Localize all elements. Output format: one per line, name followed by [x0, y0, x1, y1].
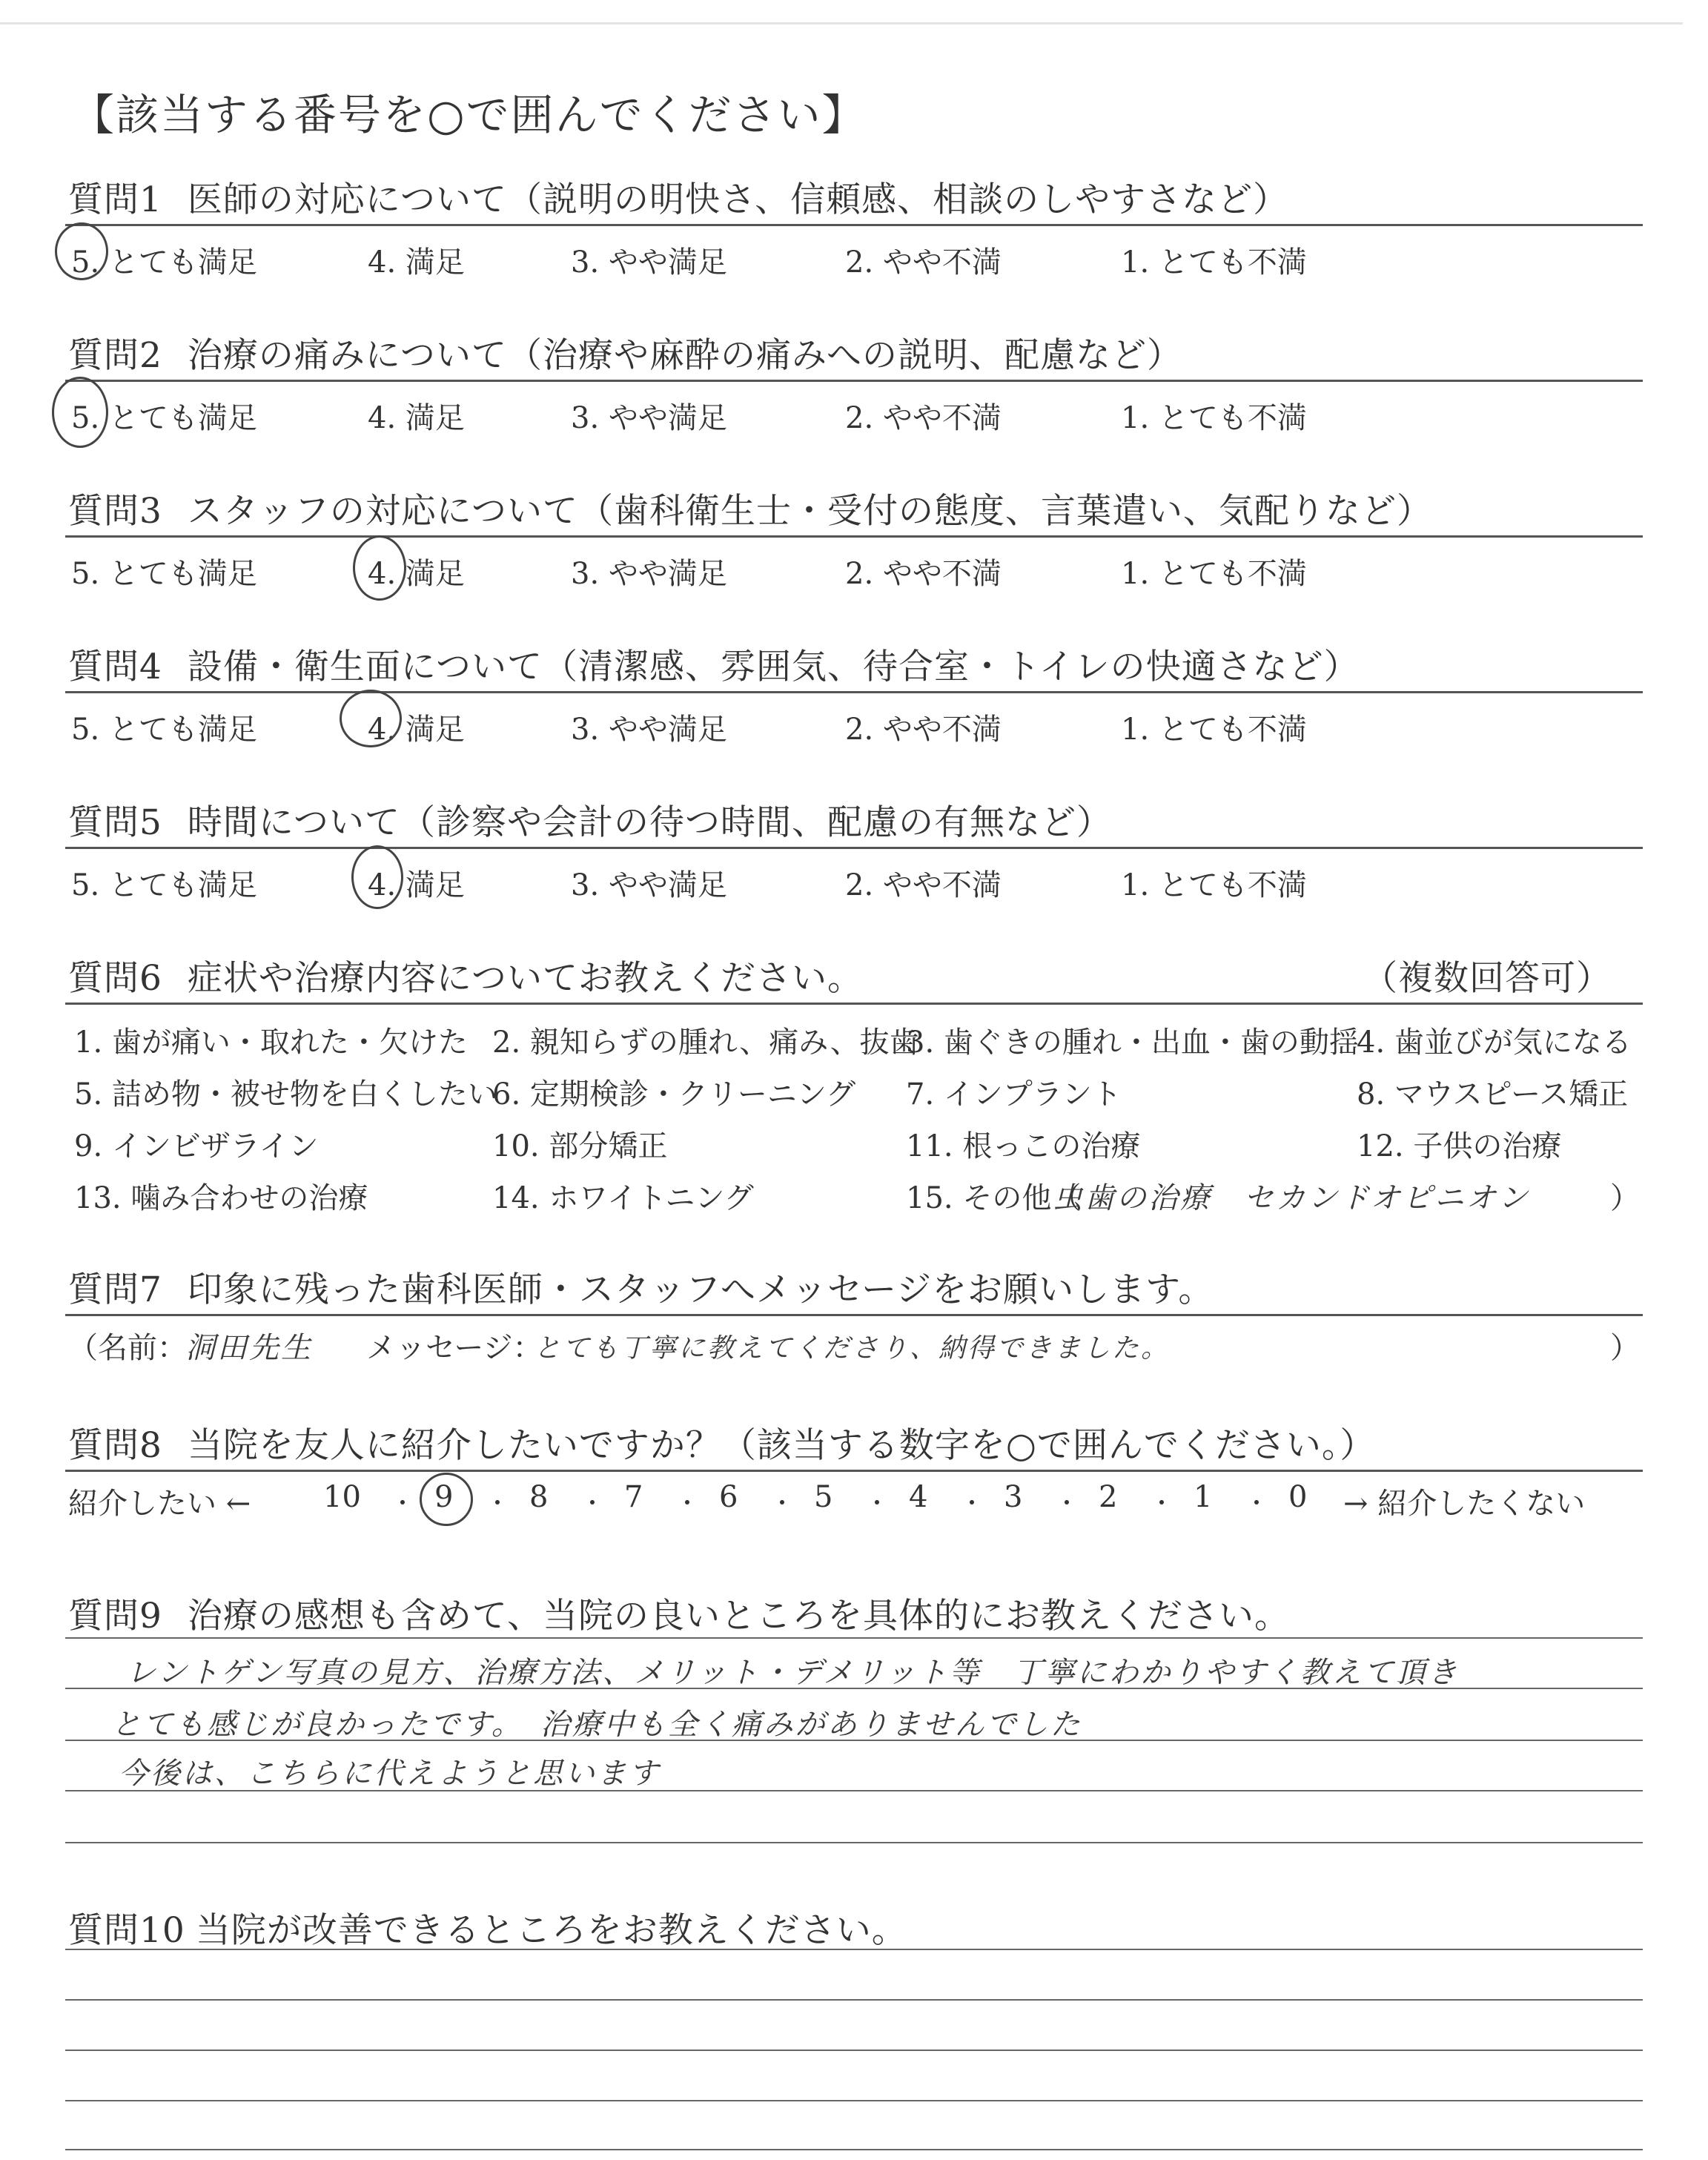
q8-dot: ・ — [865, 1489, 890, 1517]
q10-line-2 — [65, 1999, 1643, 2001]
q9-answer-line-2[interactable]: とても感じが良かったです。 治療中も全く痛みがありませんでした — [111, 1708, 1082, 1742]
q2-option-3[interactable]: 3. やや満足 — [571, 401, 727, 435]
q6-item-15[interactable]: 15. その他（ — [906, 1181, 1082, 1215]
q2-label: 質問2 — [68, 335, 162, 376]
q4-option-2[interactable]: 2. やや不満 — [845, 713, 1002, 747]
q8-scale-4[interactable]: 4 — [909, 1480, 928, 1514]
q10-line-3 — [65, 2050, 1643, 2051]
q3-label: 質問3 — [68, 491, 162, 532]
q10-line-4 — [65, 2100, 1643, 2101]
q8-dot: ・ — [486, 1489, 510, 1517]
q10-label: 質問10 — [68, 1910, 185, 1951]
q8-dot: ・ — [1055, 1489, 1079, 1517]
q3-option-2[interactable]: 2. やや不満 — [845, 557, 1002, 591]
q8-dot: ・ — [1245, 1489, 1269, 1517]
q9-line-2 — [65, 1688, 1643, 1689]
q9-text: 治療の感想も含めて、当院の良いところを具体的にお教えください。 — [187, 1596, 1290, 1636]
q4-label: 質問4 — [68, 647, 162, 687]
q8-dot: ・ — [770, 1489, 795, 1517]
q8-dot: ・ — [1150, 1489, 1174, 1517]
q1-option-3[interactable]: 3. やや満足 — [571, 245, 727, 280]
q4-selection-circle — [340, 690, 402, 747]
q7-message-label: メッセージ： — [366, 1331, 543, 1365]
q2-underline — [65, 380, 1643, 382]
q8-left-label: 紹介したい ← — [68, 1487, 251, 1521]
q5-option-1[interactable]: 1. とても不満 — [1121, 868, 1307, 902]
q8-scale-10[interactable]: 10 — [323, 1480, 361, 1514]
q2-selection-circle — [52, 377, 108, 448]
q6-heading — [68, 951, 863, 1000]
q1-selection-circle — [55, 222, 108, 280]
q5-option-5[interactable]: 5. とても満足 — [71, 868, 257, 902]
q7-name-value[interactable]: 洞田先生 — [185, 1331, 313, 1365]
q1-option-1[interactable]: 1. とても不満 — [1121, 245, 1307, 280]
q8-scale-8[interactable]: 8 — [529, 1480, 549, 1514]
q8-scale-3[interactable]: 3 — [1004, 1480, 1023, 1514]
q9-answer-line-3[interactable]: 今後は、こちらに代えようと思います — [119, 1757, 661, 1791]
q6-label: 質問6 — [68, 958, 162, 999]
q10-line-5 — [65, 2149, 1643, 2150]
q1-option-5[interactable]: 5. とても満足 — [71, 245, 257, 280]
q8-scale-1[interactable]: 1 — [1194, 1480, 1213, 1514]
form-title: 【該当する番号を○で囲んでください】 — [71, 90, 867, 140]
q1-text: 医師の対応について（説明の明快さ、信頼感、相談のしやすさなど） — [187, 179, 1289, 220]
q8-scale-7[interactable]: 7 — [624, 1480, 643, 1514]
q4-text: 設備・衛生面について（清潔感、雰囲気、待合室・トイレの快適さなど） — [187, 647, 1360, 687]
q6-item-6[interactable]: 6. 定期検診・クリーニング — [492, 1077, 856, 1112]
q3-selection-circle — [353, 535, 406, 601]
q7-underline — [65, 1314, 1643, 1316]
q9-line-1 — [65, 1637, 1643, 1639]
q5-option-2[interactable]: 2. やや不満 — [845, 868, 1002, 902]
q6-item-11[interactable]: 11. 根っこの治療 — [906, 1129, 1141, 1163]
q6-item-10[interactable]: 10. 部分矯正 — [492, 1129, 668, 1163]
q4-heading — [68, 639, 1360, 689]
q5-label: 質問5 — [68, 802, 162, 843]
q8-dot: ・ — [675, 1489, 700, 1517]
q10-line-1 — [65, 1949, 1643, 1950]
q5-heading — [68, 795, 1112, 845]
q6-item-1[interactable]: 1. 歯が痛い・取れた・欠けた — [74, 1025, 468, 1060]
scan-edge-line — [0, 22, 1683, 24]
q6-note: （複数回答可） — [1363, 958, 1612, 999]
q6-item-12[interactable]: 12. 子供の治療 — [1357, 1129, 1562, 1163]
q1-heading — [68, 172, 1288, 222]
q2-option-4[interactable]: 4. 満足 — [368, 401, 465, 435]
q6-other-close-paren: ） — [1610, 1181, 1640, 1215]
q8-scale-9[interactable]: 9 — [434, 1480, 454, 1514]
q8-scale-5[interactable]: 5 — [814, 1480, 833, 1514]
q6-item-8[interactable]: 8. マウスピース矯正 — [1357, 1077, 1629, 1112]
q6-text: 症状や治療内容についてお教えください。 — [187, 958, 863, 999]
q9-answer-line-1[interactable]: レントゲン写真の見方、治療方法、メリット・デメリット等 丁寧にわかりやすく教えて頂き — [126, 1656, 1460, 1690]
q9-line-4 — [65, 1790, 1643, 1791]
q6-item-4[interactable]: 4. 歯並びが気になる — [1357, 1025, 1632, 1060]
q1-label: 質問1 — [68, 179, 162, 220]
q6-item-5[interactable]: 5. 詰め物・被せ物を白くしたい — [74, 1077, 497, 1112]
q6-item-9[interactable]: 9. インビザライン — [74, 1129, 319, 1163]
q6-item-2[interactable]: 2. 親知らずの腫れ、痛み、抜歯 — [492, 1025, 919, 1060]
q7-close-paren: ） — [1610, 1331, 1640, 1365]
q4-underline — [65, 691, 1643, 693]
q7-heading — [68, 1262, 1214, 1312]
q8-text: 当院を友人に紹介したいですか？（該当する数字を○で囲んでください。） — [187, 1425, 1376, 1466]
q4-option-1[interactable]: 1. とても不満 — [1121, 713, 1307, 747]
q5-underline — [65, 847, 1643, 849]
q8-dot: ・ — [580, 1489, 605, 1517]
q6-other-answer[interactable]: 虫歯の治療 セカンドオピニオン — [1053, 1181, 1530, 1215]
q1-underline — [65, 224, 1643, 226]
q3-option-1[interactable]: 1. とても不満 — [1121, 557, 1307, 591]
q7-message-value[interactable]: とても丁寧に教えてくださり、納得できました。 — [534, 1333, 1171, 1364]
q9-line-5 — [65, 1842, 1643, 1843]
q2-option-2[interactable]: 2. やや不満 — [845, 401, 1002, 435]
q8-label: 質問8 — [68, 1425, 162, 1466]
q8-scale-6[interactable]: 6 — [719, 1480, 738, 1514]
q1-option-4[interactable]: 4. 満足 — [368, 245, 465, 280]
q3-underline — [65, 535, 1643, 538]
q8-underline — [65, 1470, 1643, 1472]
q7-text: 印象に残った歯科医師・スタッフへメッセージをお願いします。 — [187, 1269, 1214, 1310]
q7-name-label: （名前： — [68, 1331, 187, 1365]
q6-item-14[interactable]: 14. ホワイトニング — [492, 1181, 754, 1215]
q3-option-5[interactable]: 5. とても満足 — [71, 557, 257, 591]
q8-scale-2[interactable]: 2 — [1099, 1480, 1118, 1514]
q3-heading — [68, 483, 1432, 533]
q8-dot: ・ — [960, 1489, 984, 1517]
q4-option-3[interactable]: 3. やや満足 — [571, 713, 727, 747]
q10-text: 当院が改善できるところをお教えください。 — [195, 1910, 907, 1951]
q2-option-1[interactable]: 1. とても不満 — [1121, 401, 1307, 435]
q8-dot: ・ — [391, 1489, 415, 1517]
q4-option-5[interactable]: 5. とても満足 — [71, 713, 257, 747]
q6-item-7[interactable]: 7. インプラント — [906, 1077, 1122, 1112]
q10-heading — [68, 1903, 907, 1952]
q5-selection-circle — [351, 845, 403, 909]
q8-heading — [68, 1418, 1375, 1467]
q6-item-13[interactable]: 13. 噛み合わせの治療 — [74, 1181, 368, 1215]
q9-heading — [68, 1588, 1290, 1638]
q8-right-label: → 紹介したくない — [1343, 1487, 1586, 1521]
q9-label: 質問9 — [68, 1596, 162, 1636]
q3-text: スタッフの対応について（歯科衛生士・受付の態度、言葉遣い、気配りなど） — [187, 491, 1432, 532]
q1-option-2[interactable]: 2. やや不満 — [845, 245, 1002, 280]
q5-text: 時間について（診察や会計の待つ時間、配慮の有無など） — [187, 802, 1112, 843]
q9-line-3 — [65, 1740, 1643, 1741]
q5-option-4[interactable]: 4. 満足 — [368, 868, 465, 902]
q2-text: 治療の痛みについて（治療や麻酔の痛みへの説明、配慮など） — [187, 335, 1183, 376]
q5-option-3[interactable]: 3. やや満足 — [571, 868, 727, 902]
q6-item-3[interactable]: 3. 歯ぐきの腫れ・出血・歯の動揺 — [906, 1025, 1359, 1060]
q2-heading — [68, 328, 1182, 377]
q4-option-4[interactable]: 4. 満足 — [368, 713, 465, 747]
q7-label: 質問7 — [68, 1269, 162, 1310]
q2-option-5[interactable]: 5. とても満足 — [71, 401, 257, 435]
q8-selection-circle — [420, 1473, 473, 1526]
q6-underline — [65, 1003, 1643, 1005]
q3-option-4[interactable]: 4. 満足 — [368, 557, 465, 591]
q8-scale-0[interactable]: 0 — [1288, 1480, 1308, 1514]
q3-option-3[interactable]: 3. やや満足 — [571, 557, 727, 591]
